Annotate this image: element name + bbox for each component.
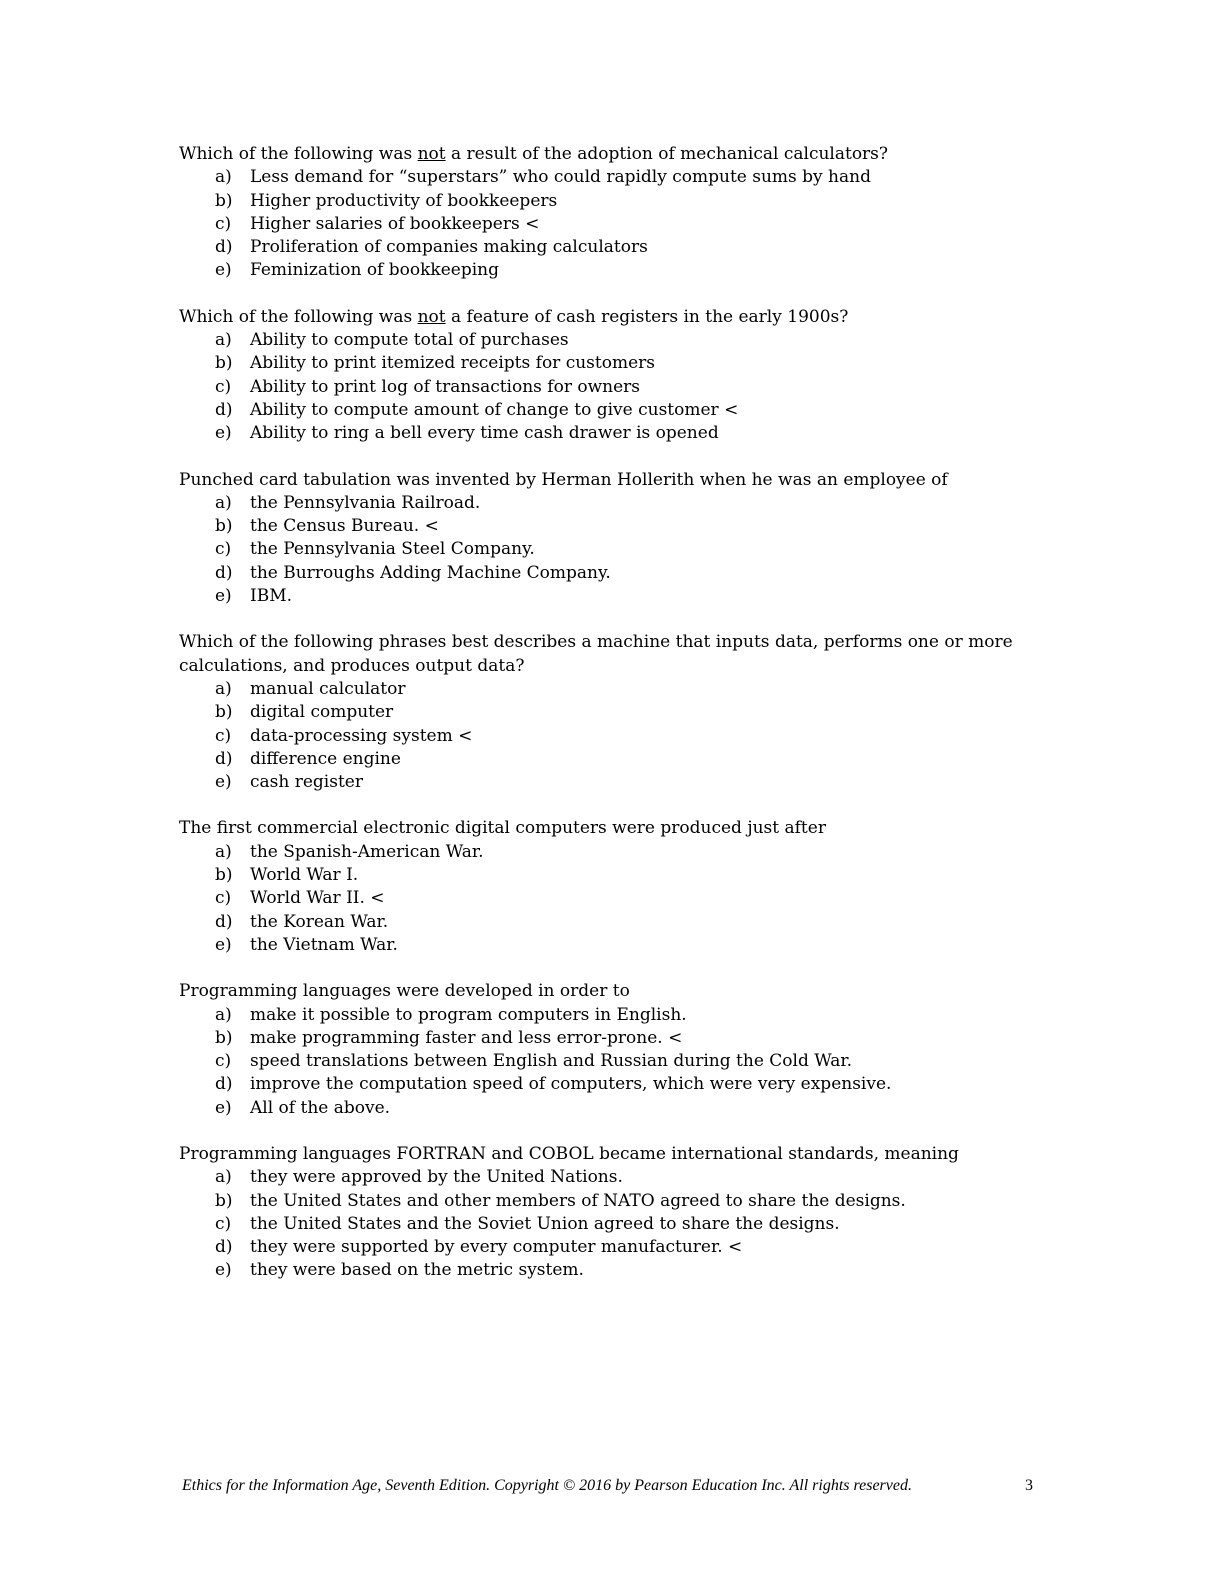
option-b [179, 864, 1059, 887]
option-text: the United States and other members of NATO agreed to share the designs. [250, 1190, 906, 1211]
stem-text: a feature of cash registers in the early 1900s? [445, 306, 849, 327]
question-3 [179, 469, 1059, 609]
option-text: the Spanish-American War. [250, 841, 484, 862]
stem-text: The first commercial electronic digital computers were produced just after [179, 818, 826, 839]
option-letter: e) [215, 934, 232, 955]
option-text: difference engine [250, 748, 401, 769]
option-letter: a) [215, 1167, 232, 1188]
option-letter: a) [215, 841, 232, 862]
option-e [179, 585, 1059, 608]
question-list [179, 143, 1059, 1306]
option-letter: d) [215, 1237, 233, 1258]
option-e [179, 934, 1059, 957]
option-letter: e) [215, 1097, 232, 1118]
question-2 [179, 306, 1059, 446]
option-c [179, 213, 1059, 236]
question-stem [179, 469, 1059, 492]
option-letter: b) [215, 190, 233, 211]
option-letter: e) [215, 586, 232, 607]
option-letter: a) [215, 1004, 232, 1025]
option-text: they were supported by every computer manufacturer. < [250, 1237, 743, 1258]
question-stem [179, 306, 1059, 329]
option-letter: d) [215, 911, 233, 932]
option-letter: a) [215, 330, 232, 351]
option-letter: e) [215, 260, 232, 281]
option-letter: c) [215, 213, 232, 234]
option-e [179, 1259, 1059, 1282]
option-list [179, 1166, 1059, 1282]
option-d [179, 236, 1059, 259]
option-letter: c) [215, 376, 232, 397]
option-a [179, 841, 1059, 864]
option-c [179, 538, 1059, 561]
option-d [179, 748, 1059, 771]
option-c [179, 887, 1059, 910]
option-letter: a) [215, 678, 232, 699]
option-text: Ability to print log of transactions for owners [250, 376, 641, 397]
option-b [179, 1190, 1059, 1213]
option-c [179, 725, 1059, 748]
option-text: the Pennsylvania Railroad. [250, 492, 481, 513]
option-text: the Census Bureau. < [250, 516, 439, 537]
option-letter: c) [215, 1051, 232, 1072]
option-letter: b) [215, 865, 233, 886]
question-stem [179, 143, 1059, 166]
option-letter: b) [215, 353, 233, 374]
option-letter: b) [215, 516, 233, 537]
stem-text: Which of the following phrases best describes a machine that inputs data, performs one or more calculations, and produces output data? [179, 632, 1013, 676]
option-letter: d) [215, 237, 233, 258]
stem-text: Programming languages were developed in order to [179, 981, 630, 1002]
option-list [179, 166, 1059, 282]
option-b [179, 352, 1059, 375]
option-letter: a) [215, 492, 232, 513]
option-a [179, 492, 1059, 515]
option-letter: c) [215, 1213, 232, 1234]
option-letter: a) [215, 167, 232, 188]
option-e [179, 1097, 1059, 1120]
option-text: make programming faster and less error-prone. < [250, 1027, 683, 1048]
option-b [179, 701, 1059, 724]
option-a [179, 329, 1059, 352]
option-text: cash register [250, 772, 363, 793]
stem-emphasis: not [417, 306, 446, 327]
option-text: manual calculator [250, 678, 406, 699]
option-e [179, 422, 1059, 445]
question-6 [179, 980, 1059, 1120]
stem-text: Which of the following was [179, 306, 418, 327]
option-a [179, 678, 1059, 701]
option-letter: b) [215, 702, 233, 723]
question-stem [179, 817, 1059, 840]
option-list [179, 1004, 1059, 1120]
option-list [179, 841, 1059, 957]
option-c [179, 1050, 1059, 1073]
option-e [179, 259, 1059, 282]
question-stem [179, 1143, 1059, 1166]
option-text: Ability to print itemized receipts for customers [250, 353, 655, 374]
option-text: the Pennsylvania Steel Company. [250, 539, 535, 560]
option-list [179, 329, 1059, 445]
question-5 [179, 817, 1059, 957]
option-text: the United States and the Soviet Union agreed to share the designs. [250, 1213, 840, 1234]
option-letter: c) [215, 725, 232, 746]
page-number: 3 [1025, 1477, 1033, 1494]
option-text: Feminization of bookkeeping [250, 260, 499, 281]
option-letter: c) [215, 539, 232, 560]
option-a [179, 1004, 1059, 1027]
question-stem [179, 631, 1059, 678]
option-text: Less demand for “superstars” who could rapidly compute sums by hand [250, 167, 871, 188]
option-d [179, 911, 1059, 934]
option-c [179, 376, 1059, 399]
option-d [179, 1073, 1059, 1096]
option-text: the Burroughs Adding Machine Company. [250, 562, 611, 583]
option-letter: e) [215, 772, 232, 793]
page-footer [182, 1475, 1042, 1497]
option-d [179, 562, 1059, 585]
option-letter: d) [215, 399, 233, 420]
option-text: digital computer [250, 702, 394, 723]
option-text: the Korean War. [250, 911, 389, 932]
option-text: data-processing system < [250, 725, 473, 746]
option-a [179, 1166, 1059, 1189]
option-b [179, 515, 1059, 538]
option-letter: b) [215, 1027, 233, 1048]
option-letter: d) [215, 748, 233, 769]
stem-text: a result of the adoption of mechanical calculators? [445, 144, 889, 164]
option-e [179, 771, 1059, 794]
option-text: World War I. [250, 865, 359, 886]
stem-text: Punched card tabulation was invented by Herman Hollerith when he was an employee of [179, 469, 948, 490]
option-list [179, 678, 1059, 794]
option-letter: d) [215, 562, 233, 583]
option-d [179, 399, 1059, 422]
copyright-notice: Ethics for the Information Age, Seventh Edition. Copyright © 2016 by Pearson Education Inc. All rights reserved. [182, 1477, 912, 1494]
stem-text: Programming languages FORTRAN and COBOL became international standards, meaning [179, 1143, 959, 1164]
question-1 [179, 143, 1059, 283]
option-text: improve the computation speed of computers, which were very expensive. [250, 1074, 892, 1095]
option-text: All of the above. [250, 1097, 391, 1118]
option-text: Ability to ring a bell every time cash drawer is opened [250, 423, 719, 444]
stem-emphasis: not [417, 144, 446, 164]
option-letter: d) [215, 1074, 233, 1095]
question-stem [179, 980, 1059, 1003]
option-text: they were approved by the United Nations. [250, 1167, 623, 1188]
option-text: Higher salaries of bookkeepers < [250, 213, 540, 234]
option-a [179, 166, 1059, 189]
option-c [179, 1213, 1059, 1236]
option-text: Ability to compute amount of change to give customer < [250, 399, 739, 420]
option-d [179, 1236, 1059, 1259]
stem-text: Which of the following was [179, 144, 418, 164]
option-text: they were based on the metric system. [250, 1260, 584, 1281]
option-letter: c) [215, 888, 232, 909]
option-text: World War II. < [250, 888, 385, 909]
option-text: IBM. [250, 586, 293, 607]
option-list [179, 492, 1059, 608]
option-text: Higher productivity of bookkeepers [250, 190, 558, 211]
question-4 [179, 631, 1059, 794]
option-letter: b) [215, 1190, 233, 1211]
option-letter: e) [215, 423, 232, 444]
question-7 [179, 1143, 1059, 1283]
option-b [179, 190, 1059, 213]
option-text: make it possible to program computers in English. [250, 1004, 687, 1025]
option-b [179, 1027, 1059, 1050]
option-text: the Vietnam War. [250, 934, 398, 955]
option-text: Ability to compute total of purchases [250, 330, 569, 351]
option-letter: e) [215, 1260, 232, 1281]
option-text: Proliferation of companies making calculators [250, 237, 648, 258]
option-text: speed translations between English and Russian during the Cold War. [250, 1051, 853, 1072]
